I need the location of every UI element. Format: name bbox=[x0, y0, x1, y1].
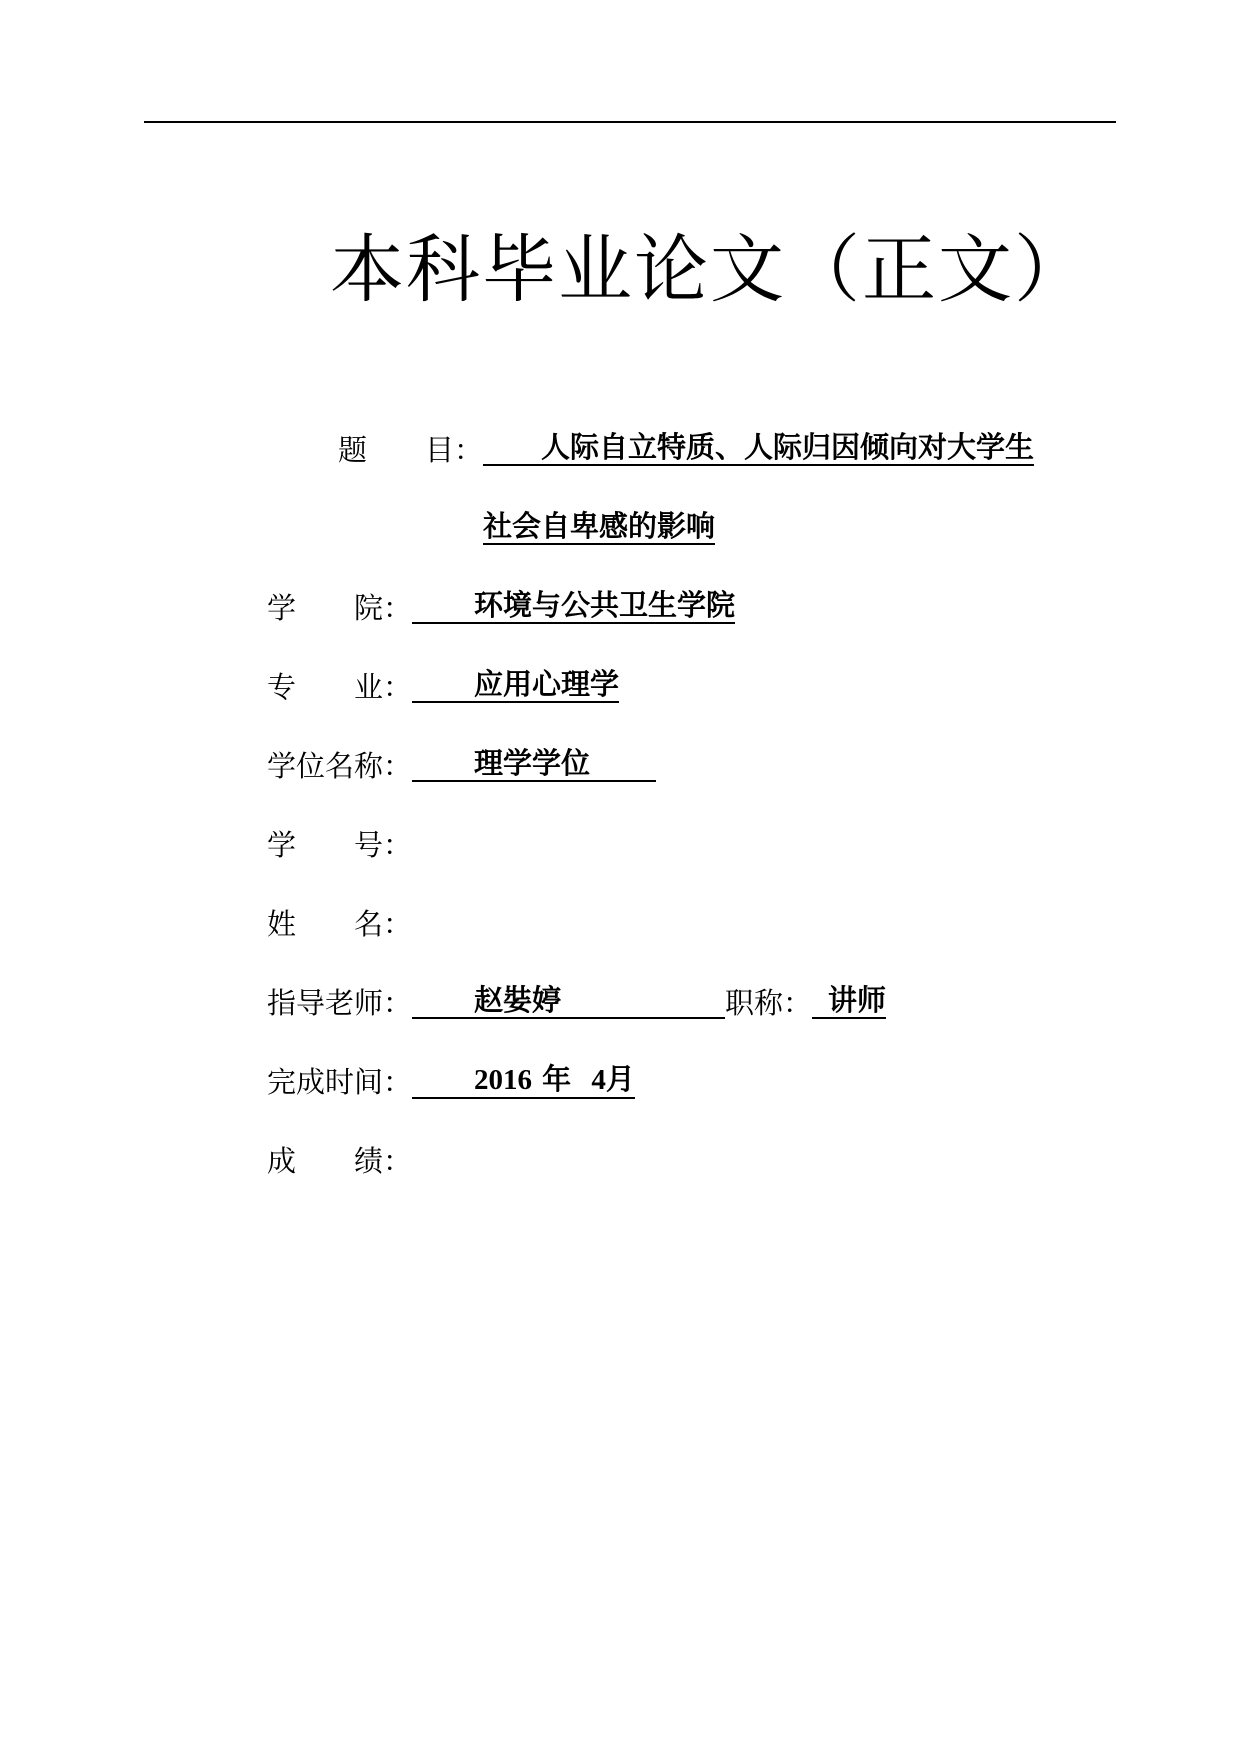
topic-value-line1: 人际自立特质、人际归因倾向对大学生 bbox=[483, 430, 1034, 466]
college-label: 学 院： bbox=[267, 591, 413, 625]
completion-year: 2016 bbox=[474, 1064, 533, 1096]
completion-value bbox=[412, 1062, 635, 1099]
header-rule bbox=[144, 121, 1116, 123]
advisor-value: 赵娤婷 bbox=[412, 983, 725, 1019]
advisor-title-value: 讲师 bbox=[812, 983, 886, 1019]
degree-label: 学位名称： bbox=[267, 749, 413, 783]
completion-year-unit: 年 bbox=[542, 1062, 572, 1096]
topic-row-2 bbox=[483, 509, 715, 549]
degree-value: 理学学位 bbox=[412, 746, 656, 782]
college-row bbox=[267, 588, 735, 628]
student-id-label: 学 号： bbox=[267, 828, 413, 862]
advisor-label: 指导老师： bbox=[267, 986, 413, 1020]
completion-label: 完成时间： bbox=[267, 1065, 413, 1099]
advisor-row bbox=[267, 983, 886, 1023]
advisor-title-label: 职称： bbox=[725, 986, 813, 1020]
grade-row bbox=[267, 1141, 412, 1181]
completion-month-unit: 月 bbox=[605, 1062, 635, 1096]
completion-month: 4 bbox=[591, 1064, 606, 1096]
topic-value-line2: 社会自卑感的影响 bbox=[483, 509, 716, 543]
topic-row bbox=[338, 430, 1034, 470]
degree-row bbox=[267, 746, 656, 786]
major-label: 专 业： bbox=[267, 670, 413, 704]
grade-label: 成 绩： bbox=[267, 1144, 413, 1178]
completion-row bbox=[267, 1062, 635, 1102]
name-label: 姓 名： bbox=[267, 907, 413, 941]
major-row bbox=[267, 667, 619, 707]
name-row bbox=[267, 904, 412, 944]
college-value: 环境与公共卫生学院 bbox=[412, 588, 735, 624]
student-id-row bbox=[267, 825, 412, 865]
topic-label: 题 目： bbox=[338, 433, 484, 467]
major-value: 应用心理学 bbox=[412, 667, 619, 703]
page-title: 本科毕业论文（正文） bbox=[330, 227, 1090, 313]
